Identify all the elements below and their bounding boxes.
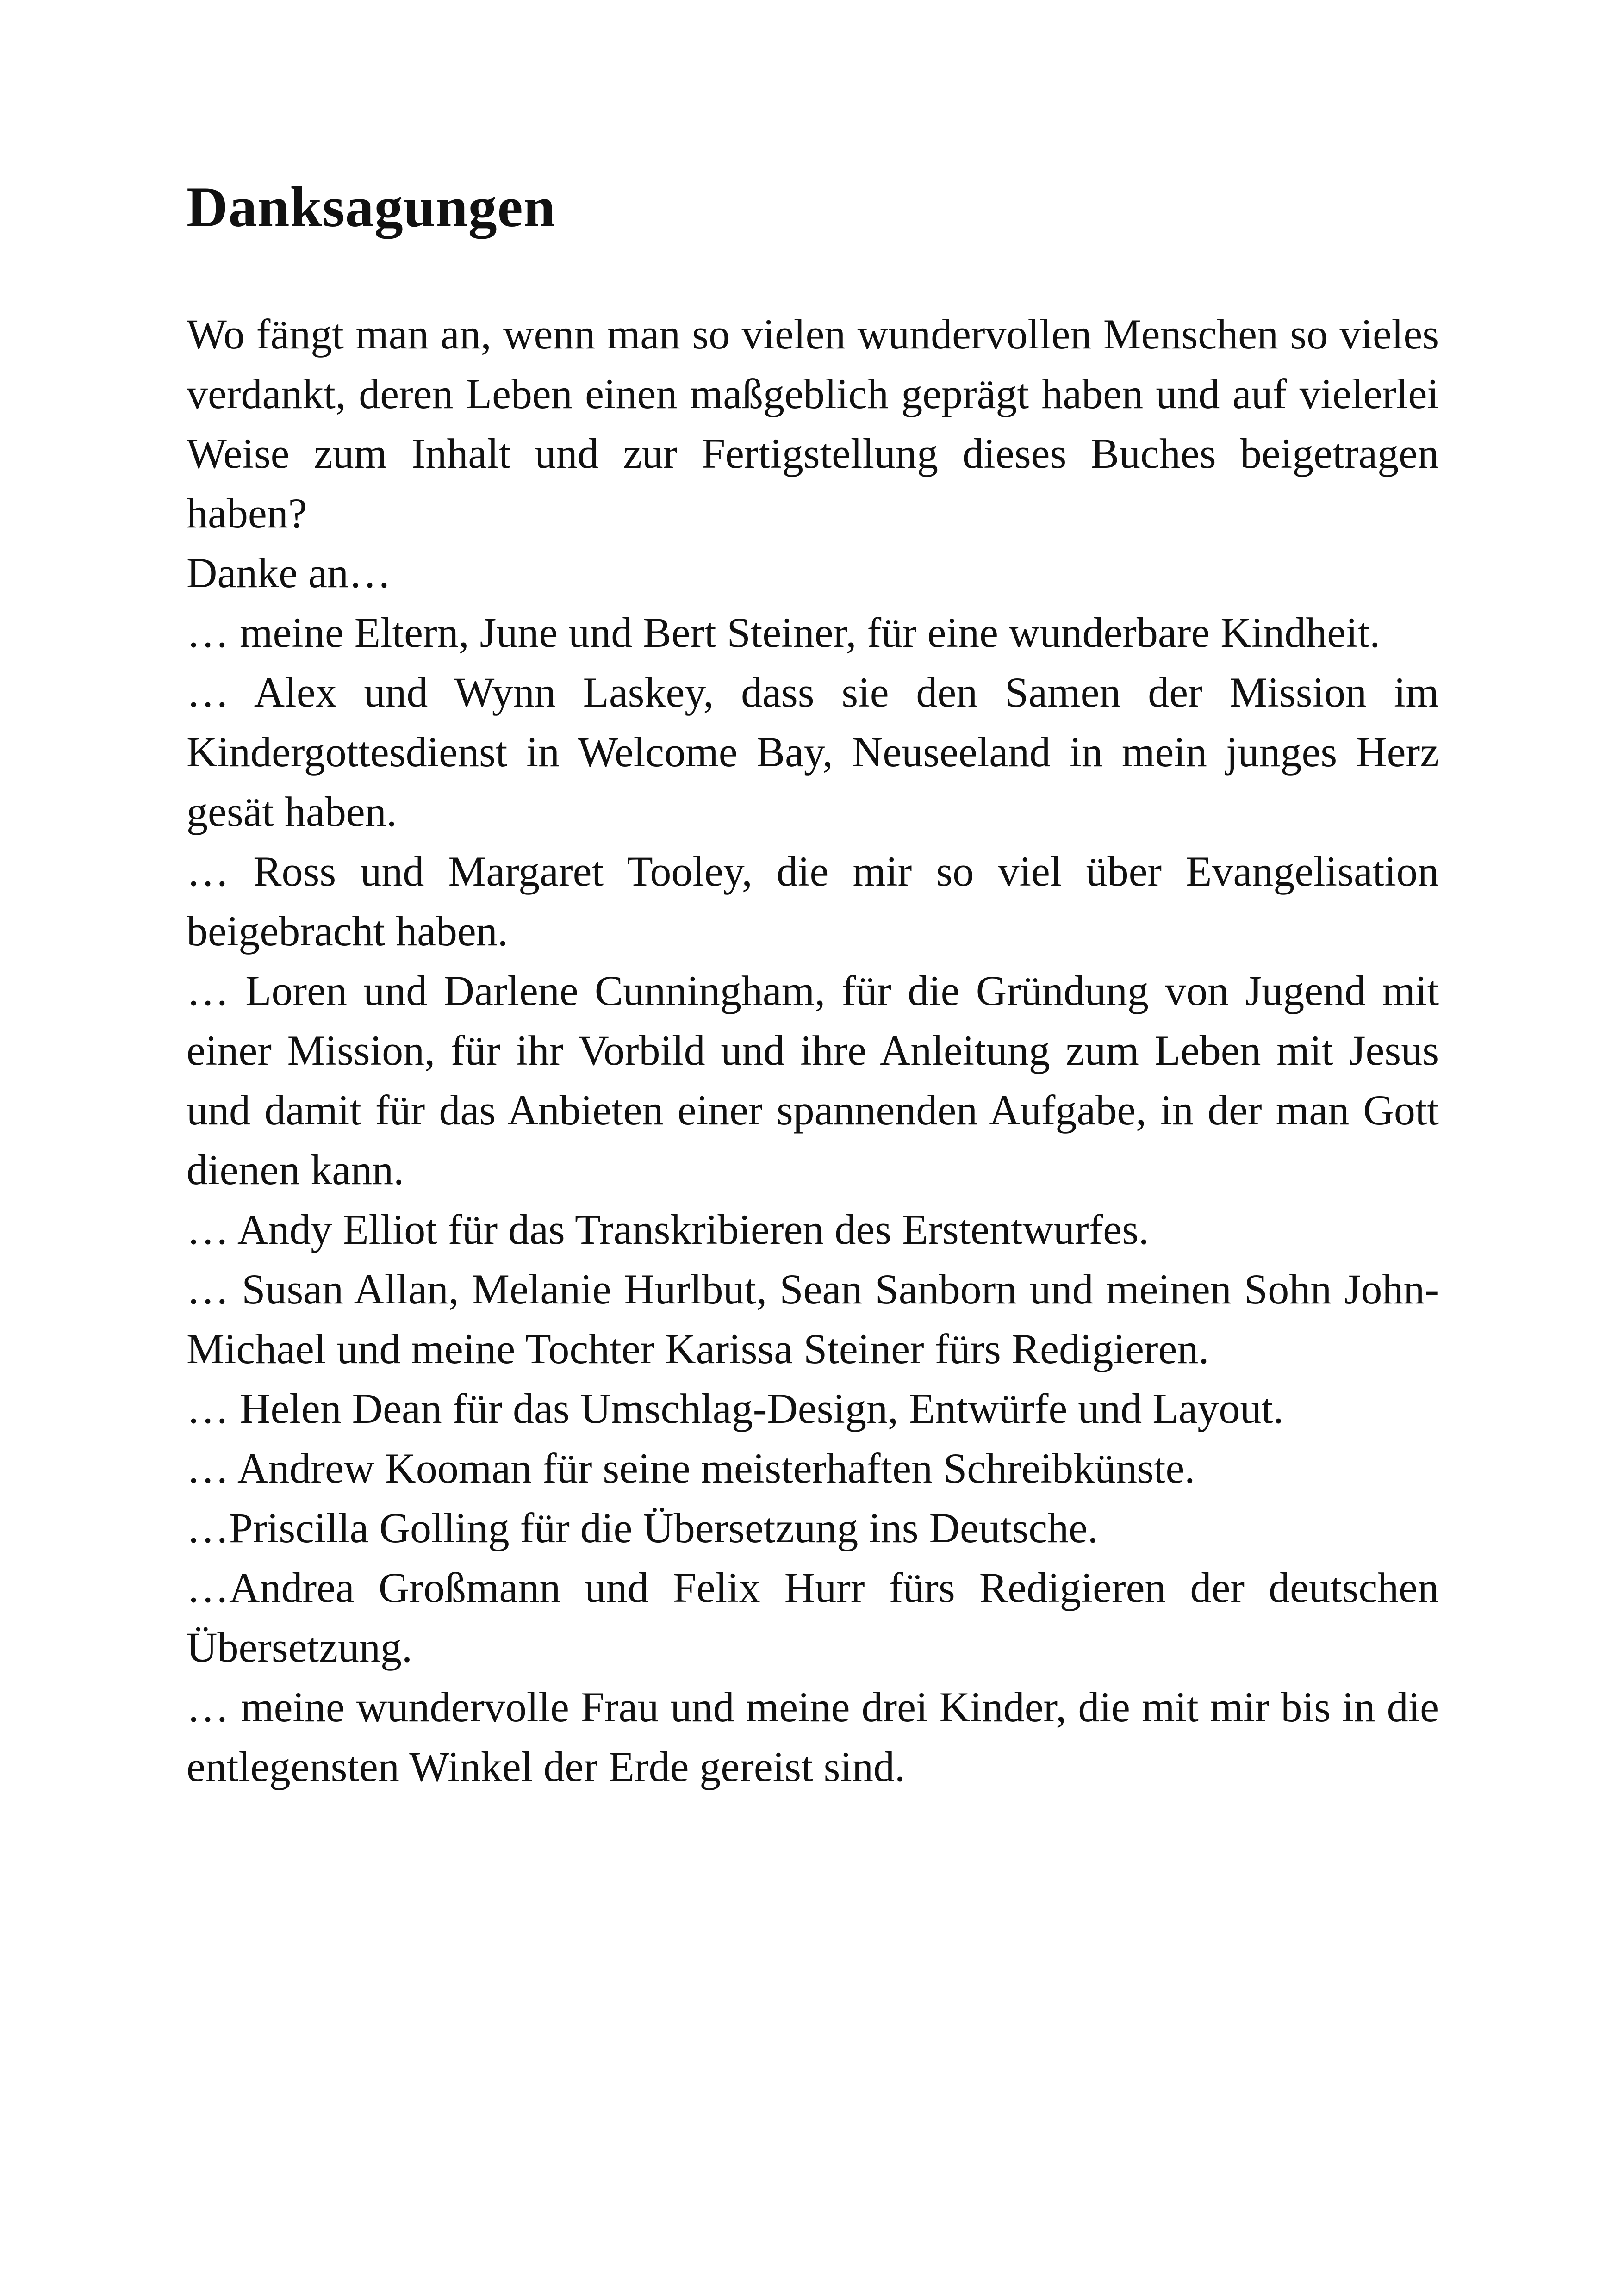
thanks-item-family: … meine wundervolle Frau und meine drei Kinder, die mit mir bis in die entlegensten Winkel der Erde gereist sind.	[187, 1683, 1439, 1791]
thanks-item-parents: … meine Eltern, June und Bert Steiner, für eine wunderbare Kindheit.	[187, 609, 1381, 657]
thanks-intro: Danke an…	[187, 549, 391, 597]
thanks-item-editors: … Susan Allan, Melanie Hurlbut, Sean Sanborn und meinen Sohn John-Michael und meine Tochter Karissa Steiner fürs Redigieren.	[187, 1266, 1439, 1373]
thanks-item-cunningham: … Loren und Darlene Cunningham, für die Gründung von Jugend mit einer Mission, für ihr Vorbild und ihre Anleitung zum Leben mit Jesus und damit für das Anbieten einer spannenden Aufgabe, in der man Gott dienen kann.	[187, 967, 1439, 1194]
thanks-item-tooley: … Ross und Margaret Tooley, die mir so viel über Evangelisation beigebracht haben.	[187, 848, 1439, 955]
thanks-item-grossmann-hurr: …Andrea Großmann und Felix Hurr fürs Redigieren der deutschen Übersetzung.	[187, 1564, 1439, 1671]
thanks-item-dean: … Helen Dean für das Umschlag-Design, Entwürfe und Layout.	[187, 1385, 1284, 1433]
thanks-item-laskey: … Alex und Wynn Laskey, dass sie den Samen der Mission im Kindergottesdienst in Welcome Bay, Neuseeland in mein junges Herz gesät haben.	[187, 669, 1439, 836]
page-title: Danksagungen	[187, 175, 556, 239]
intro-paragraph: Wo fängt man an, wenn man so vielen wundervollen Menschen so vieles verdankt, deren Leben einen maßgeblich geprägt haben und auf vielerlei Weise zum Inhalt und zur Fertigstellung dieses Buches beigetragen haben?	[187, 310, 1439, 537]
thanks-item-golling: …Priscilla Golling für die Übersetzung ins Deutsche.	[187, 1504, 1098, 1552]
thanks-item-kooman: … Andrew Kooman für seine meisterhaften Schreibkünste.	[187, 1445, 1195, 1492]
thanks-item-elliot: … Andy Elliot für das Transkribieren des Erstentwurfes.	[187, 1206, 1149, 1253]
acknowledgements-body	[187, 304, 1439, 1797]
page-content	[187, 176, 1439, 1797]
